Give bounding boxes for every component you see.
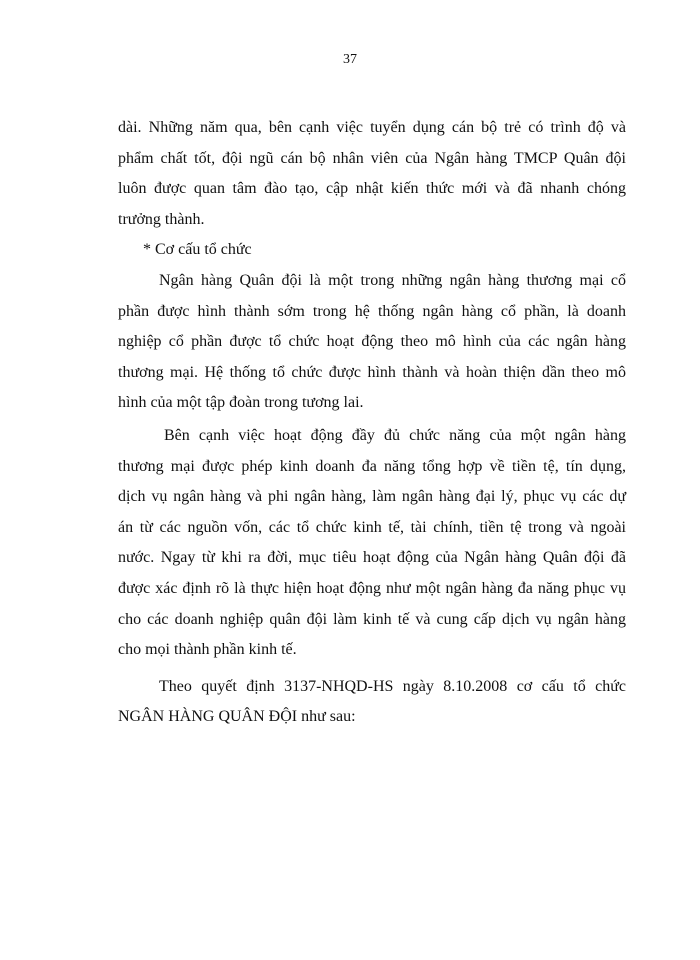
paragraph-decision	[118, 672, 626, 733]
paragraph-line: được xác định rõ là thực hiện hoạt động như một ngân hàng đa năng phục vụ	[118, 579, 626, 597]
paragraph-line: án từ các nguồn vốn, các tổ chức kinh tế, tài chính, tiền tệ trong và ngoài	[118, 518, 626, 536]
page-number: 37	[343, 52, 357, 67]
paragraph-line: dịch vụ ngân hàng và phi ngân hàng, làm ngân hàng đại lý, phục vụ các dự	[118, 488, 626, 506]
paragraph-organization-overview	[118, 266, 626, 419]
paragraph-staff-development	[118, 113, 626, 235]
paragraph-line: hình của một tập đoàn trong tương lai.	[118, 394, 364, 412]
paragraph-line: thương mại được phép kinh doanh đa năng tổng hợp về tiền tệ, tín dụng,	[118, 457, 626, 475]
paragraph-line: Ngân hàng Quân đội là một trong những ngân hàng thương mại cổ	[159, 271, 626, 289]
paragraph-line: phẩm chất tốt, đội ngũ cán bộ nhân viên của Ngân hàng TMCP Quân đội	[118, 149, 626, 167]
paragraph-line: NGÂN HÀNG QUÂN ĐỘI như sau:	[118, 708, 356, 726]
paragraph-line: thương mại. Hệ thống tổ chức được hình thành và hoàn thiện dần theo mô	[118, 363, 626, 381]
paragraph-line: cho các doanh nghiệp quân đội làm kinh tế và cung cấp dịch vụ ngân hàng	[118, 610, 626, 628]
section-heading-organization	[118, 235, 626, 266]
body-text	[118, 113, 626, 733]
paragraph-line: Bên cạnh việc hoạt động đầy đủ chức năng của một ngân hàng	[164, 426, 626, 444]
paragraph-line: dài. Những năm qua, bên cạnh việc tuyển dụng cán bộ trẻ có trình độ và	[118, 119, 626, 136]
paragraph-bank-functions	[118, 421, 626, 666]
paragraph-line: trưởng thành.	[118, 210, 205, 228]
paragraph-line: nước. Ngay từ khi ra đời, mục tiêu hoạt động của Ngân hàng Quân đội đã	[118, 549, 626, 567]
paragraph-line: luôn được quan tâm đào tạo, cập nhật kiến thức mới và đã nhanh chóng	[118, 180, 626, 198]
paragraph-line: nghiệp cổ phần được tổ chức hoạt động theo mô hình của các ngân hàng	[118, 333, 626, 351]
paragraph-line: phần được hình thành sớm trong hệ thống ngân hàng cổ phần, là doanh	[118, 302, 626, 320]
paragraph-line: cho mọi thành phần kinh tế.	[118, 641, 297, 659]
paragraph-line: Theo quyết định 3137-NHQD-HS ngày 8.10.2008 cơ cấu tổ chức	[159, 677, 626, 695]
section-heading: * Cơ cấu tổ chức	[143, 241, 252, 259]
